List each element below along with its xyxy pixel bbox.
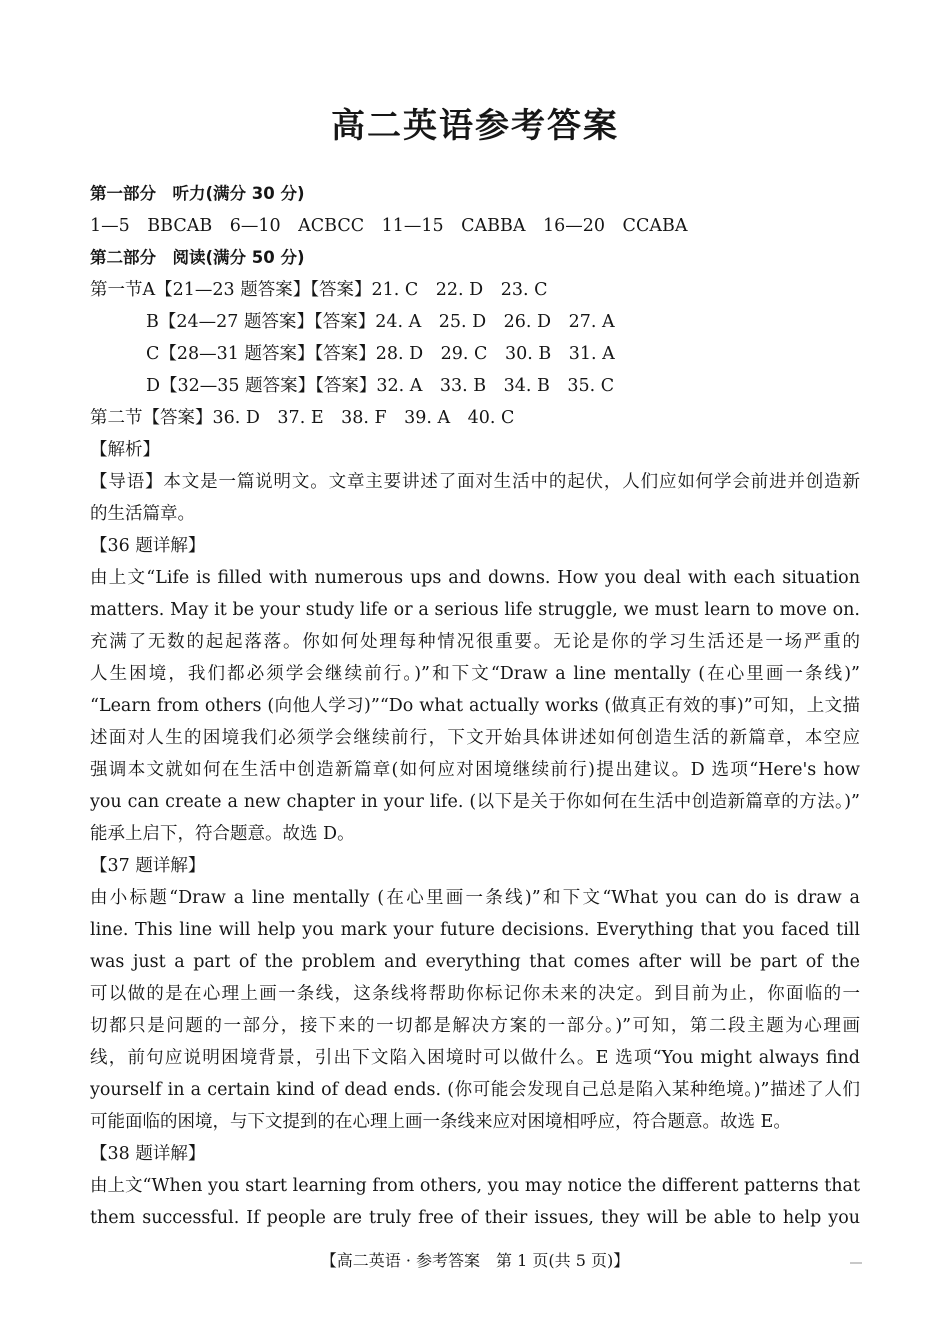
q37-text-line: was just a part of the problem and everything that comes after will be part of the — [90, 952, 860, 972]
section1-answers-b: B【24—27 题答案】【答案】24. A 25. D 26. D 27. A — [146, 312, 615, 332]
q36-text-line: you can create a new chapter in your life. (以下是关于你如何在生活中创造新篇章的方法。)” — [90, 792, 860, 812]
guide-text-line: 的生活篇章。 — [90, 504, 195, 524]
section1-answers-d: D【32—35 题答案】【答案】32. A 33. B 34. B 35. C — [146, 376, 615, 396]
q36-text-line: 强调本文就如何在生活中创造新篇章(如何应对困境继续前行)提出建议。D 选项“Here's how — [90, 760, 860, 780]
scan-mark — [850, 1262, 862, 1264]
part1-answers: 1—5 BBCAB 6—10 ACBCC 11—15 CABBA 16—20 CCABA — [90, 216, 688, 236]
q36-text-line: 人生困境，我们都必须学会继续前行。)”和下文“Draw a line mentally (在心里画一条线)” — [90, 664, 860, 684]
page-title: 高二英语参考答案 — [331, 106, 619, 146]
q37-text-line: 可以做的是在心理上画一条线，这条线将帮助你标记你未来的决定。到目前为止，你面临的一 — [90, 984, 860, 1004]
q37-text-line: yourself in a certain kind of dead ends. (你可能会发现自己总是陷入某种绝境。)”描述了人们 — [90, 1080, 860, 1100]
q36-heading: 【36 题详解】 — [90, 536, 206, 556]
q37-text-line: 可能面临的困境，与下文提到的在心理上画一条线来应对困境相呼应，符合题意。故选 E。 — [90, 1112, 791, 1132]
q38-heading: 【38 题详解】 — [90, 1144, 206, 1164]
q38-text-line: 由上文“When you start learning from others, you may notice the different patterns that — [90, 1176, 860, 1196]
part2-heading: 第二部分 阅读(满分 50 分) — [90, 248, 305, 267]
q37-heading: 【37 题详解】 — [90, 856, 206, 876]
q36-text-line: 述面对人生的困境我们必须学会继续前行，下文开始具体讲述如何创造生活的新篇章，本空应 — [90, 728, 860, 748]
guide-text-line: 【导语】本文是一篇说明文。文章主要讲述了面对生活中的起伏，人们应如何学会前进并创造新 — [90, 472, 860, 492]
q36-text-line: 充满了无数的起起落落。你如何处理每种情况很重要。无论是你的学习生活还是一场严重的 — [90, 632, 860, 652]
q37-text-line: line. This line will help you mark your future decisions. Everything that you faced till — [90, 920, 860, 940]
analysis-heading: 【解析】 — [90, 440, 160, 460]
q36-text-line: “Learn from others (向他人学习)”“Do what actually works (做真正有效的事)”可知，上文描 — [90, 696, 860, 716]
q36-text-line: 能承上启下，符合题意。故选 D。 — [90, 824, 355, 844]
part1-heading: 第一部分 听力(满分 30 分) — [90, 184, 305, 203]
q37-text-line: 切都只是问题的一部分，接下来的一切都是解决方案的一部分。)”可知，第二段主题为心理画 — [90, 1016, 860, 1036]
q36-text-line: 由上文“Life is filled with numerous ups and downs. How you deal with each situation — [90, 568, 860, 588]
page-footer: 【高二英语 · 参考答案 第 1 页(共 5 页)】 — [320, 1251, 630, 1270]
q36-text-line: matters. May it be your study life or a serious life struggle, we must learn to move on. — [90, 600, 860, 620]
q37-text-line: 线，前句应说明困境背景，引出下文陷入困境时可以做什么。E 选项“You might always find — [90, 1048, 860, 1068]
section1-answers-a: 第一节A【21—23 题答案】【答案】21. C 22. D 23. C — [90, 280, 548, 300]
section2-answers: 第二节【答案】36. D 37. E 38. F 39. A 40. C — [90, 408, 515, 428]
section1-answers-c: C【28—31 题答案】【答案】28. D 29. C 30. B 31. A — [146, 344, 615, 364]
q38-text-line: them successful. If people are truly free of their issues, they will be able to help you — [90, 1208, 860, 1228]
q37-text-line: 由小标题“Draw a line mentally (在心里画一条线)”和下文“What you can do is draw a — [90, 888, 860, 908]
